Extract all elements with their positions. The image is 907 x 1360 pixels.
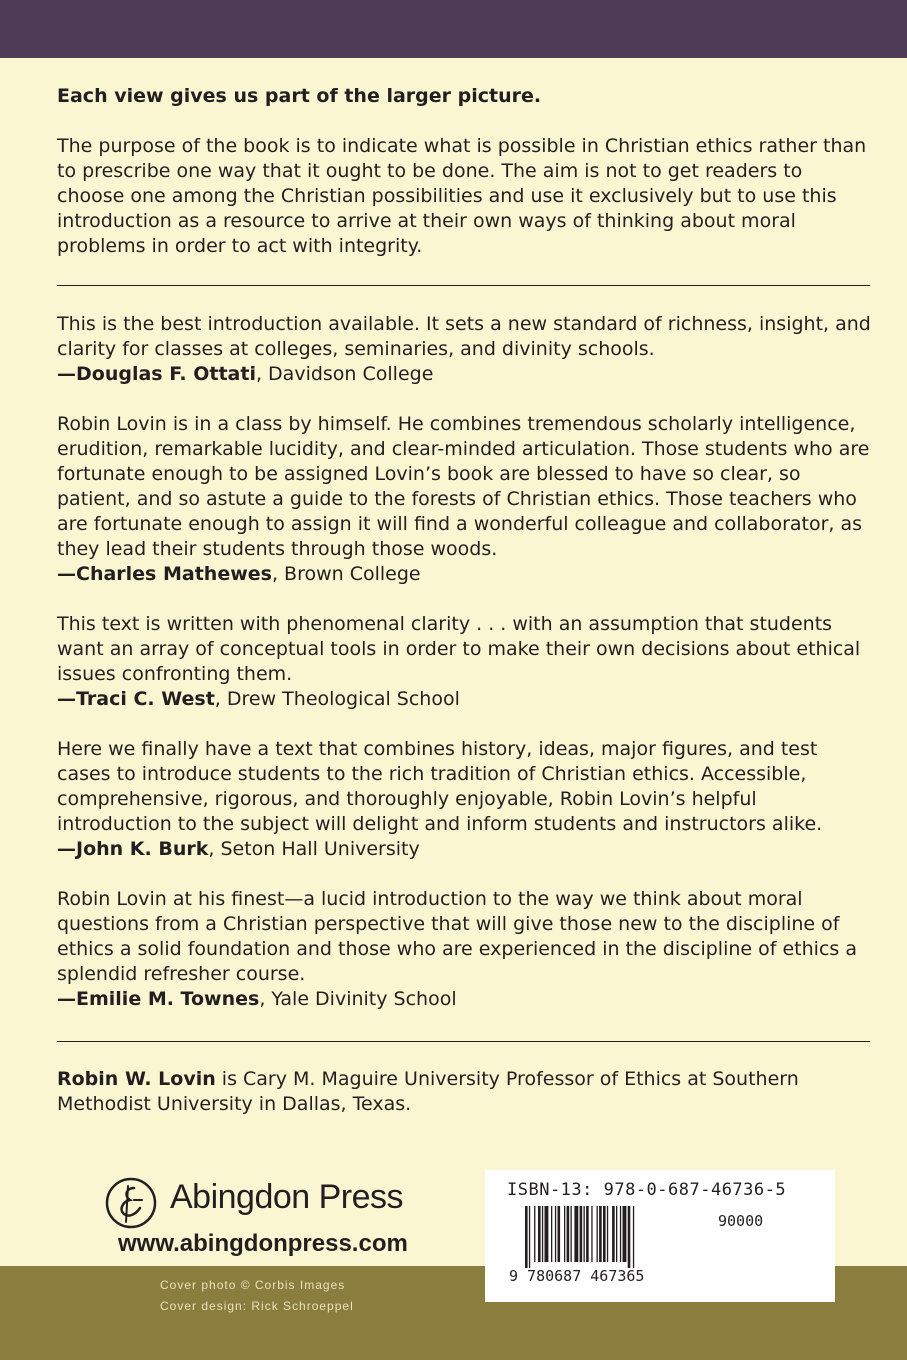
intro-description: The purpose of the book is to indicate what is possible in Christian ethics rather than to prescribe one way that it ought to be done. The aim is not to get readers to choose one among the Christian possibilities and use it exclusively but to use this introduction as a resource to arrive at their own ways of thinking about moral problems in order to act with integrity. xyxy=(57,135,867,257)
endorsement xyxy=(57,887,872,1012)
endorser-affiliation: , Yale Divinity School xyxy=(259,988,457,1010)
endorsement-quote: This is the best introduction available. It sets a new standard of richness, insight, and clarity for classes at colleges, seminaries, and divinity schools. xyxy=(57,313,871,360)
endorser-name: —Emilie M. Townes xyxy=(57,988,260,1010)
endorsement xyxy=(57,312,872,387)
endorser-name: —Douglas F. Ottati xyxy=(57,363,256,385)
endorsement-quote: This text is written with phenomenal clarity . . . with an assumption that students want an array of conceptual tools in order to make their own decisions about ethical issues confronting them. xyxy=(57,613,861,685)
endorser-affiliation: , Seton Hall University xyxy=(208,838,420,860)
ean-digits: 9 780687 467365 xyxy=(509,1267,645,1285)
author-bio xyxy=(57,1067,872,1117)
endorsement xyxy=(57,737,872,862)
endorsement-quote: Robin Lovin at his finest—a lucid introduction to the way we think about moral questions from a Christian perspective that will give those new to the discipline of ethics a solid foundation and those who are experienced in the discipline of ethics a splendid refresher course. xyxy=(57,888,857,985)
endorsement-quote: Robin Lovin is in a class by himself. He combines tremendous scholarly intelligence, erudition, remarkable lucidity, and clear-minded articulation. Those students who are fortunate enough to be assigned Lovin’s book are blessed to have so clear, so patient, and so astute a guide to the forests of Christian ethics. Those teachers who are fortunate enough to assign it will find a wonderful colleague and collaborator, as they lead their students through those woods. xyxy=(57,413,870,560)
top-color-band xyxy=(0,0,907,58)
cover-design-credit: Cover design: Rick Schroeppel xyxy=(160,1299,354,1313)
endorsement-quote: Here we finally have a text that combines history, ideas, major figures, and test cases to introduce students to the rich tradition of Christian ethics. Accessible, comprehensive, rigorous, and thoroughly enjoyable, Robin Lovin’s helpful introduction to the subject will delight and inform students and instructors alike. xyxy=(57,738,823,835)
price-code: 90000 xyxy=(718,1212,764,1230)
endorser-name: —John K. Burk xyxy=(57,838,209,860)
isbn-number: ISBN-13: 978-0-687-46736-5 xyxy=(507,1180,787,1200)
back-cover-text xyxy=(57,84,872,259)
cover-photo-credit: Cover photo © Corbis Images xyxy=(160,1278,346,1292)
publisher-url: www.abingdonpress.com xyxy=(118,1230,408,1257)
author-bio-text: is Cary M. Maguire University Professor of Ethics at Southern Methodist University in Dallas, Texas. xyxy=(57,1068,799,1115)
author-name: Robin W. Lovin xyxy=(57,1068,216,1090)
endorser-name: —Charles Mathewes xyxy=(57,563,272,585)
endorser-name: —Traci C. West xyxy=(57,688,215,710)
barcode-bars xyxy=(525,1206,711,1268)
abingdon-logo-icon xyxy=(104,1176,158,1230)
publisher-block xyxy=(104,1172,464,1264)
endorsements-section xyxy=(57,312,872,1012)
barcode-panel xyxy=(485,1170,835,1302)
endorsement xyxy=(57,412,872,587)
publisher-name: Abingdon Press xyxy=(170,1178,404,1216)
endorsement xyxy=(57,612,872,712)
endorser-affiliation: , Brown College xyxy=(271,563,421,585)
cover-credits xyxy=(160,1275,354,1317)
endorser-affiliation: , Davidson College xyxy=(255,363,434,385)
endorser-affiliation: , Drew Theological School xyxy=(214,688,460,710)
intro-headline: Each view gives us part of the larger picture. xyxy=(57,85,542,107)
divider-top xyxy=(57,285,870,286)
divider-bottom xyxy=(57,1041,870,1042)
